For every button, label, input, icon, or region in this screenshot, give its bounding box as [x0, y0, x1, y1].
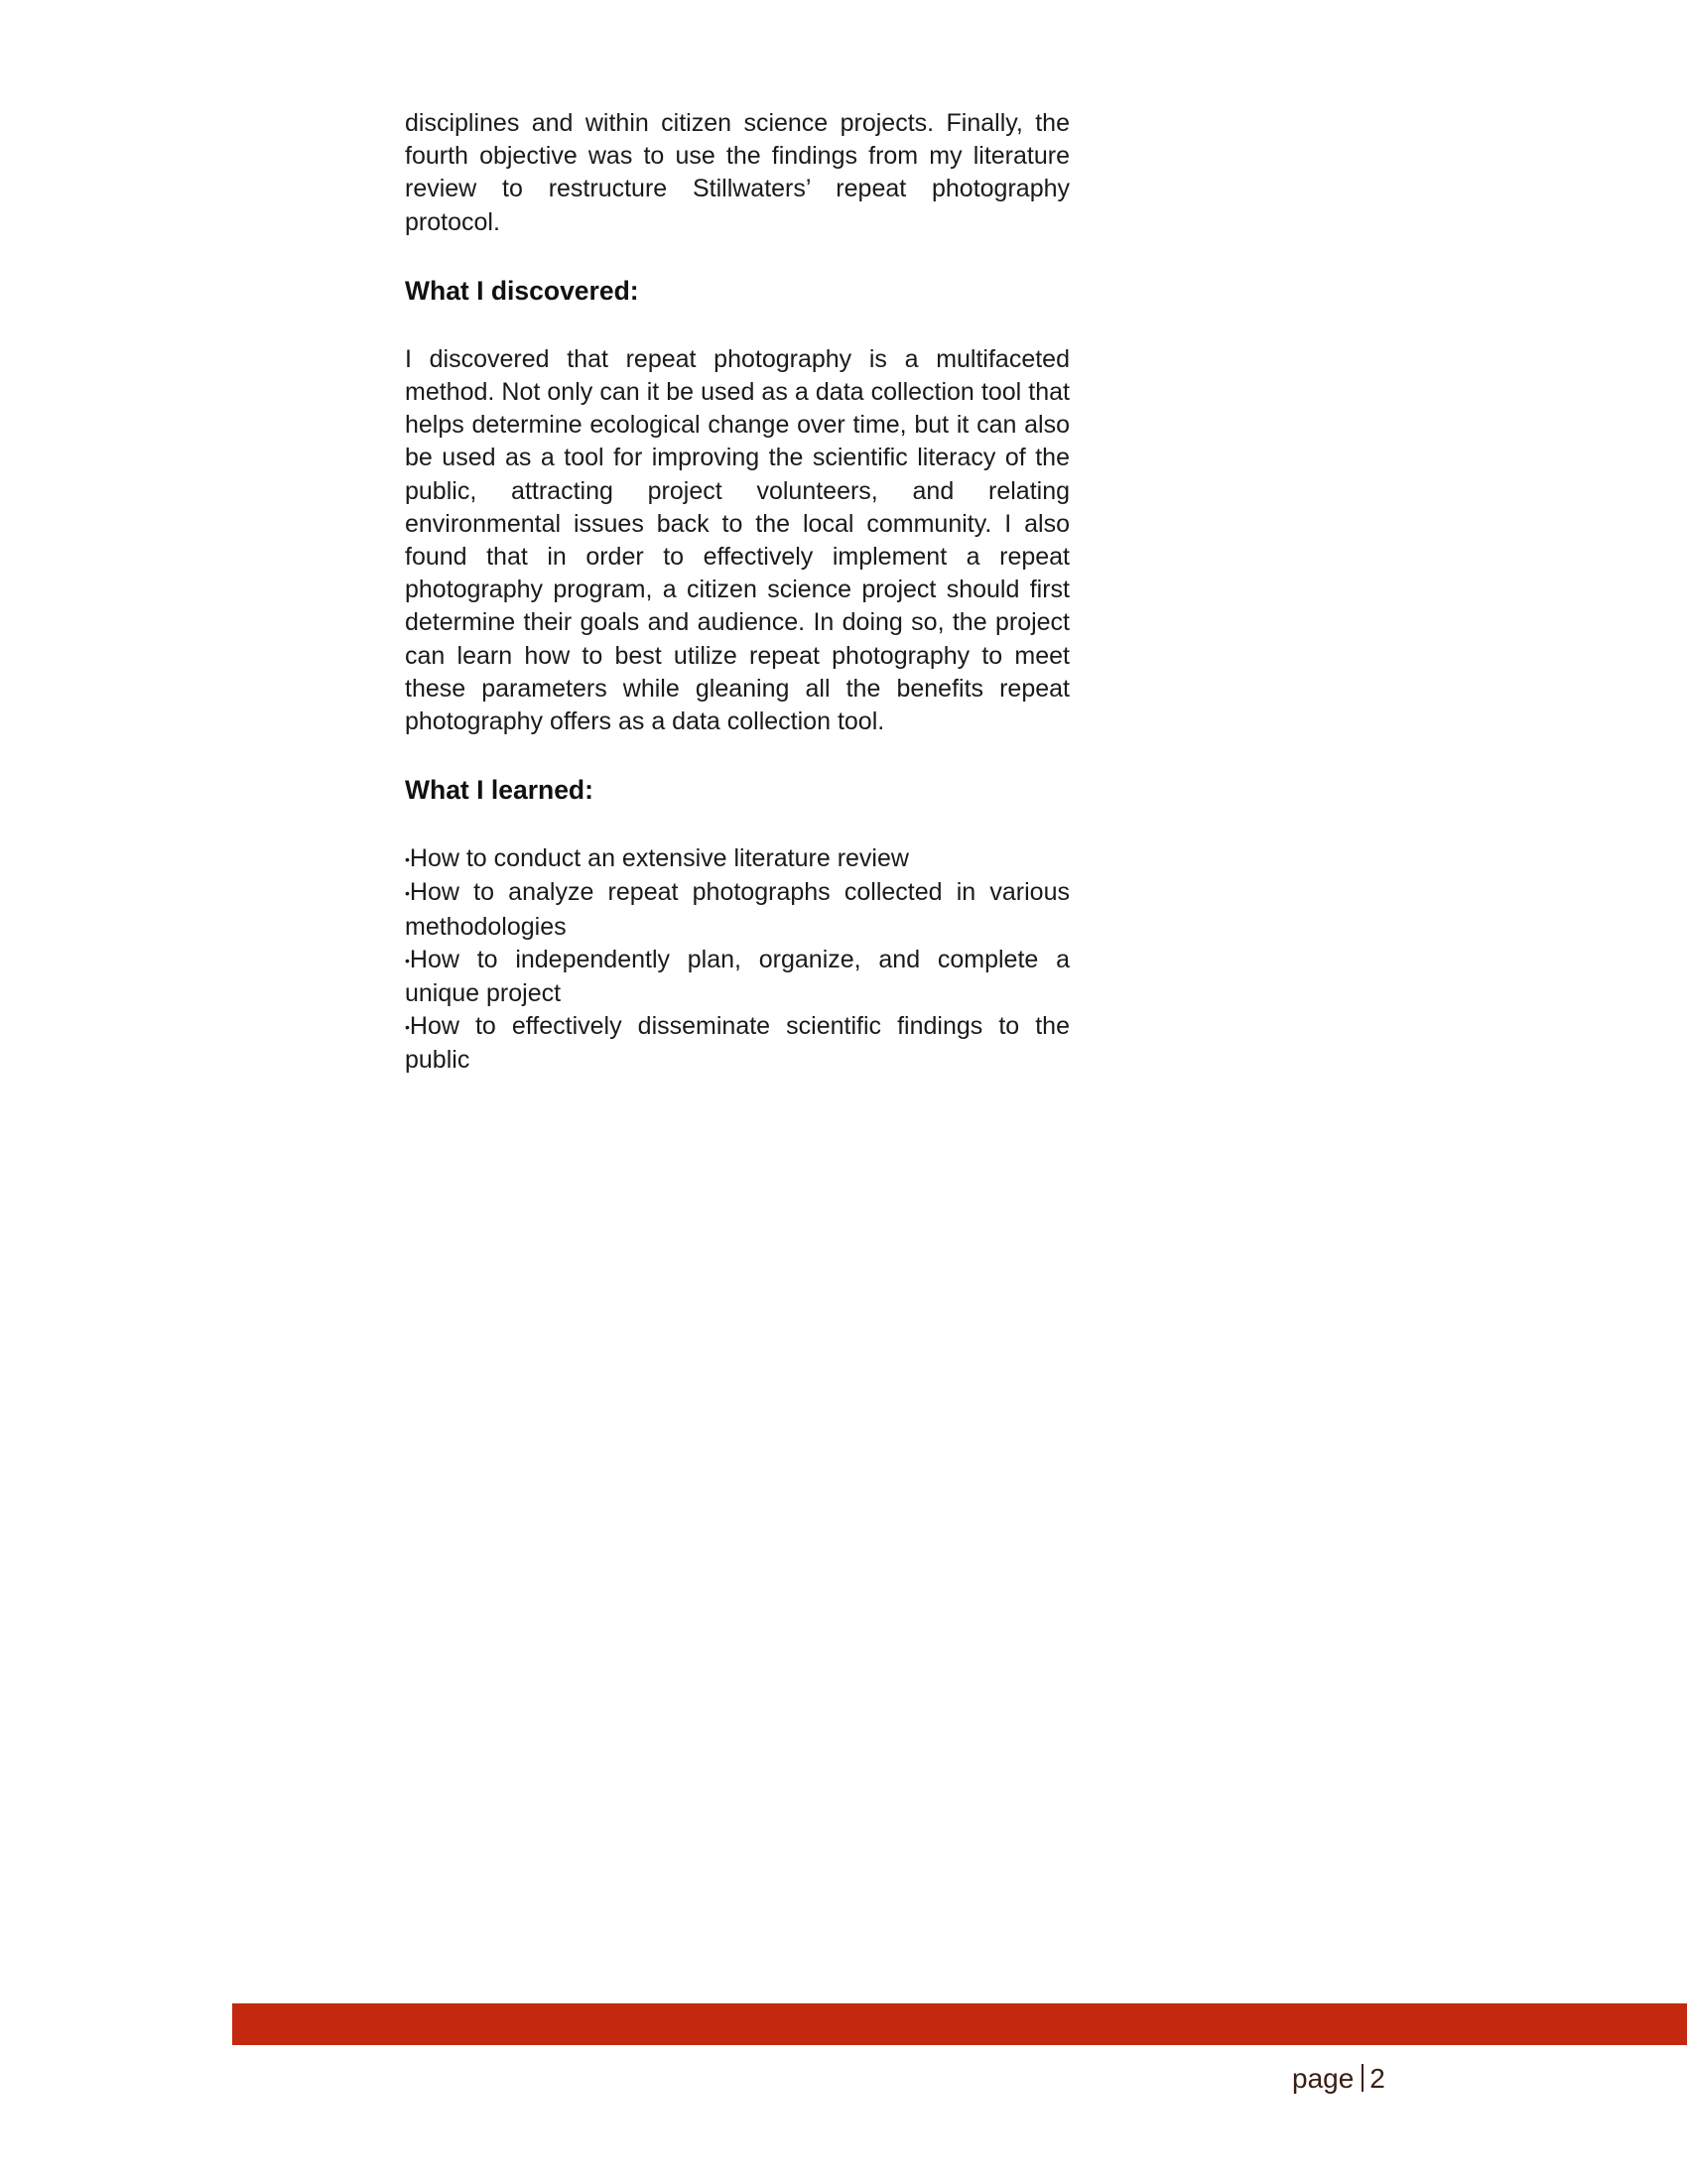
learned-item — [405, 1010, 1070, 1077]
report-body — [405, 107, 1070, 1078]
intro-paragraph: disciplines and within citizen science projects. Finally, the fourth objective was to use the findings from my literature review to restructure Stillwaters’ repeat photography protocol. — [405, 109, 1070, 236]
bullet-icon: • — [405, 885, 410, 902]
learned-item — [405, 842, 1070, 876]
learned-list — [405, 842, 1070, 1077]
learned-item-text: How to analyze repeat photographs collected in various methodologies — [405, 878, 1070, 941]
bullet-icon: • — [405, 952, 410, 968]
learned-item-text: How to conduct an extensive literature review — [409, 844, 909, 873]
learned-item-text: How to effectively disseminate scientific findings to the public — [405, 1012, 1070, 1075]
page-number-value: 2 — [1369, 2063, 1385, 2094]
learned-item-text: How to independently plan, organize, and complete a unique project — [405, 945, 1070, 1008]
page-number — [1292, 2061, 1385, 2097]
page-label: page — [1292, 2063, 1355, 2094]
discovered-paragraph: I discovered that repeat photography is a multifaceted method. Not only can it be used as a data collection tool that helps determine ecological change over time, but it can also be used as a tool for improving the scientific literacy of the public, attracting project volunteers, and relating environmental issues back to the local community. I also found that in order to effectively implement a repeat photography program, a citizen science project should first determine their goals and audience. In doing so, the project can learn how to best utilize repeat photography to meet these parameters while gleaning all the benefits repeat photography offers as a data collection tool. — [405, 344, 1070, 736]
page-separator — [1362, 2064, 1363, 2092]
learned-item — [405, 876, 1070, 943]
bullet-icon: • — [405, 851, 410, 868]
footer-accent-bar — [232, 2003, 1687, 2045]
discovered-heading: What I discovered: — [405, 275, 639, 306]
learned-item — [405, 944, 1070, 1010]
bullet-icon: • — [405, 1019, 410, 1036]
learned-heading: What I learned: — [405, 775, 593, 806]
